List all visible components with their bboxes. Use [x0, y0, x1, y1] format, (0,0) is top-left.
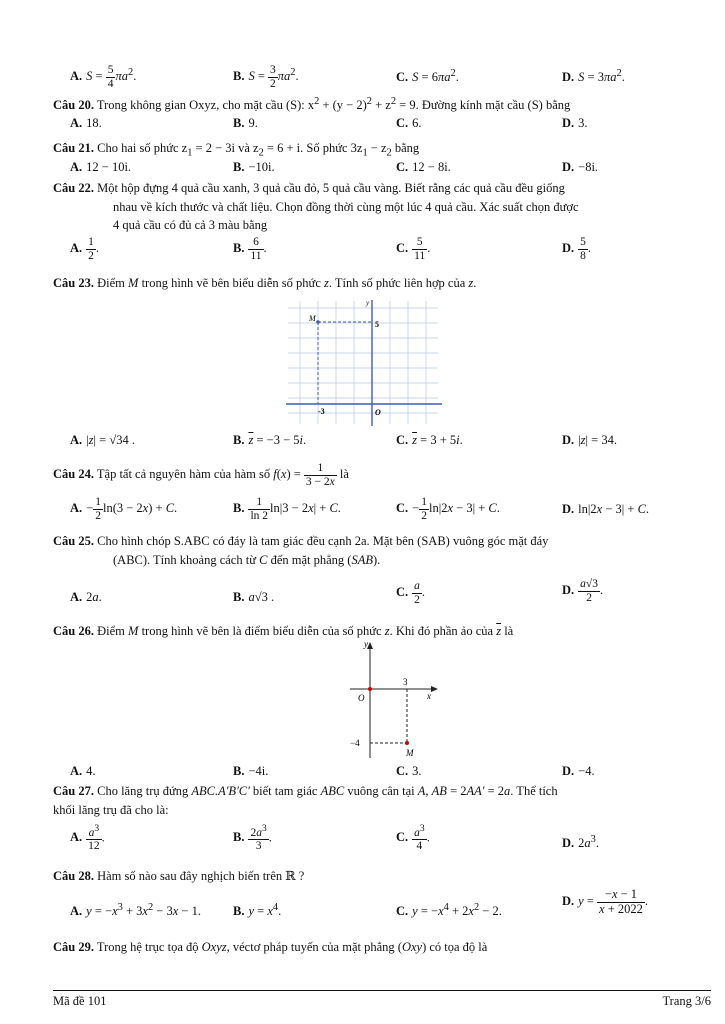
- q23-options: [0, 433, 725, 451]
- q26-label-y: y: [364, 639, 368, 649]
- q21-option-a: A. 12 − 10i.: [70, 160, 132, 174]
- q22-option-d: D. $\frac{5}{8}$ .: [562, 236, 592, 262]
- q26-point-m: [405, 741, 409, 745]
- q23-label-5: 5: [375, 320, 379, 329]
- q20-stem: Câu 20. Trong không gian Oxyz, cho mặt cầu (S): $x^2 + (y - 2)^2 + z^2 = 9$. Đường kính mặt cầu (S) bằng: [53, 96, 571, 113]
- q24-option-b: B. $\frac{1}{\ln 2}$ ln|3 − 2x| + C.: [233, 496, 341, 522]
- q24-option-a: A. − $\frac{1}{2}$ ln(3 − 2x) + C.: [70, 496, 178, 522]
- q23-label-y: y: [366, 299, 370, 307]
- q20-option-c: C. 6.: [396, 116, 422, 130]
- q25-option-b: B. a√3 .: [233, 590, 275, 604]
- q23-coordinate-graph: [278, 296, 448, 430]
- q23-option-a: A. |z| = √34 .: [70, 433, 135, 447]
- q23-label-neg3: -3: [318, 407, 325, 416]
- q28-option-b: B. $y = x^4$.: [233, 902, 282, 919]
- q21-option-b: B. −10i.: [233, 160, 275, 174]
- q23-label-m: M: [309, 314, 316, 323]
- q26-option-d: D. −4.: [562, 764, 595, 778]
- q19-option-c: C. $S = 6\pi a^2$.: [396, 68, 459, 85]
- q26-origin-point: [368, 687, 372, 691]
- q28-option-c: C. $y = -x^4 + 2x^2 - 2$.: [396, 902, 502, 919]
- q25-stem-line1: Câu 25. Cho hình chóp S.ABC có đáy là tam giác đều cạnh 2a. Mặt bên (SAB) vuông góc mặt đáy: [53, 534, 549, 548]
- q19-option-a: A. S = $\frac{5}{4}$ $\pi a^2$.: [70, 64, 137, 90]
- q28-option-a: A. $y = -x^3 + 3x^2 - 3x - 1$.: [70, 902, 201, 919]
- q22-stem-line2: nhau về kích thước và chất liệu. Chọn đồng thời cùng một lúc 4 quả cầu. Xác suất chọn được: [113, 200, 579, 214]
- q27-option-b: B. $\frac{2a^3}{3}$ .: [233, 823, 272, 853]
- q25-options: [0, 578, 725, 614]
- q27-option-a: A. $\frac{a^3}{12}$ .: [70, 823, 105, 853]
- q26-label-origin: O: [358, 693, 365, 703]
- q26-label-m: M: [406, 748, 414, 758]
- q23-point-m: [316, 320, 320, 324]
- q20-option-d: D. 3.: [562, 116, 588, 130]
- q20-option-a: A. 18.: [70, 116, 102, 130]
- q23-stem: Câu 23. Điểm M trong hình vẽ bên biểu diễn số phức z. Tính số phức liên hợp của z.: [53, 276, 477, 290]
- q22-stem-line3: 4 quả cầu có đủ cả 3 màu bằng: [113, 218, 268, 232]
- q26-label-neg4: −4: [350, 738, 360, 748]
- q24-options: [0, 496, 725, 528]
- q23-option-d: D. |z| = 34.: [562, 433, 617, 447]
- q24-option-d: D. ln|2x − 3| + C.: [562, 502, 650, 516]
- q22-stem-line1: Câu 22. Một hộp đựng 4 quả cầu xanh, 3 quả cầu đỏ, 5 quả cầu vàng. Biết rằng các quả cầu đều giống: [53, 181, 565, 195]
- q25-option-a: A. 2a.: [70, 590, 102, 604]
- q20-options: [0, 116, 725, 134]
- q21-options: [0, 160, 725, 178]
- footer-divider: [53, 990, 711, 991]
- q26-options: [0, 764, 725, 782]
- q22-option-a: A. $\frac{1}{2}$ .: [70, 236, 100, 262]
- footer-exam-code: Mã đề 101: [53, 994, 107, 1008]
- q28-options: [0, 888, 725, 928]
- q21-option-d: D. −8i.: [562, 160, 599, 174]
- q27-option-d: D. $2a^3$.: [562, 834, 599, 851]
- q19-option-b: B. S = $\frac{3}{2}$ $\pi a^2$.: [233, 64, 299, 90]
- q26-x-arrow: [431, 686, 438, 692]
- q21-option-c: C. 12 − 8i.: [396, 160, 451, 174]
- q19-options: [0, 60, 725, 88]
- q24-stem: Câu 24. Tập tất cả nguyên hàm của hàm số f(x) = $\frac{1}{3 - 2x}$ là: [53, 462, 349, 488]
- footer-page-number: Trang 3/6: [662, 994, 711, 1008]
- q26-option-a: A. 4.: [70, 764, 96, 778]
- q26-label-x: x: [427, 691, 431, 701]
- q19-option-d: D. $S = 3\pi a^2$.: [562, 68, 625, 85]
- q29-stem: Câu 29. Trong hệ trục tọa độ Oxyz, véctơ pháp tuyến của mặt phẳng (Oxy) có tọa độ là: [53, 940, 488, 954]
- q22-option-b: B. $\frac{6}{11}$ .: [233, 236, 267, 262]
- q26-option-c: C. 3.: [396, 764, 422, 778]
- q25-option-c: C. $\frac{a}{2}$ .: [396, 580, 426, 606]
- q26-coordinate-graph: [336, 638, 446, 762]
- q23-option-b: B. $\overline{z} = -3 - 5i$.: [233, 433, 307, 447]
- q27-options: [0, 824, 725, 860]
- q26-label-3: 3: [403, 677, 408, 687]
- q25-option-d: D. $\frac{a√3}{2}$ .: [562, 578, 604, 604]
- q28-option-d: D. y = $\frac{-x - 1}{x + 2022}$ .: [562, 887, 649, 916]
- q22-options: [0, 236, 725, 268]
- q21-stem: Câu 21. Cho hai số phức $z_1 = 2 - 3i$ và $z_2 = 6 + i$. Số phức $3z_1 - z_2$ bằng: [53, 141, 420, 159]
- q23-label-origin: O: [375, 408, 381, 417]
- q27-stem-line1: Câu 27. Cho lăng trụ đứng ABC.A'B'C' biết tam giác ABC vuông cân tại A, AB = 2AA' = 2a. Thể tích: [53, 784, 558, 798]
- q25-stem-line2: (ABC). Tính khoảng cách từ C đến mặt phẳng (SAB).: [113, 553, 381, 567]
- q24-option-c: C. − $\frac{1}{2}$ ln|2x − 3| + C.: [396, 496, 500, 522]
- q26-stem: Câu 26. Điểm M trong hình vẽ bên là điểm biểu diễn của số phức z. Khi đó phần ảo của $\overline{z}$ là: [53, 624, 514, 638]
- q27-option-c: C. $\frac{a^3}{4}$ .: [396, 823, 430, 853]
- q20-option-b: B. 9.: [233, 116, 258, 130]
- q22-option-c: C. $\frac{5}{11}$ .: [396, 236, 431, 262]
- q28-stem: Câu 28. Hàm số nào sau đây nghịch biến trên ℝ ?: [53, 869, 305, 883]
- q23-option-c: C. $\overline{z} = 3 + 5i$.: [396, 433, 463, 447]
- q26-option-b: B. −4i.: [233, 764, 269, 778]
- q27-stem-line2: khối lăng trụ đã cho là:: [53, 803, 169, 817]
